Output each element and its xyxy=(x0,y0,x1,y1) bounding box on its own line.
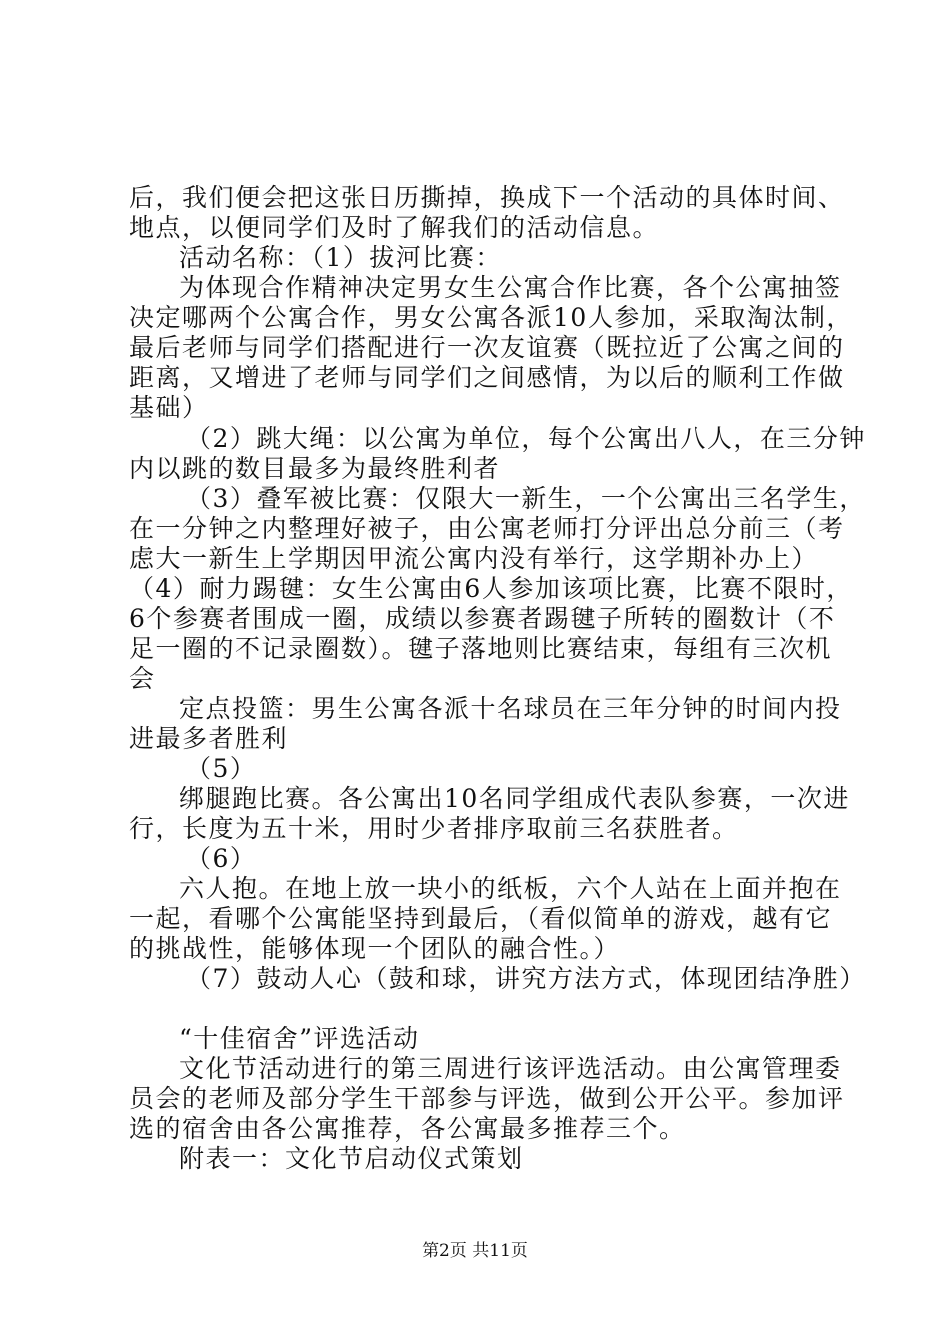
text-line: 进最多者胜利 xyxy=(129,724,289,753)
text-line: （3）叠军被比赛：仅限大一新生，一个公寓出三名学生， xyxy=(186,484,866,513)
text-line: 员会的老师及部分学生干部参与评选，做到公开公平。参加评 xyxy=(129,1084,845,1113)
text-line: 文化节活动进行的第三周进行该评选活动。由公寓管理委 xyxy=(179,1054,842,1083)
text-line: 一起，看哪个公寓能坚持到最后，（看似简单的游戏，越有它 xyxy=(129,904,833,933)
text-line: （2）跳大绳：以公寓为单位，每个公寓出八人，在三分钟 xyxy=(186,424,866,453)
text-line: 定点投篮：男生公寓各派十名球员在三年分钟的时间内投 xyxy=(179,694,842,723)
text-line: 后，我们便会把这张日历撕掉，换成下一个活动的具体时间、 xyxy=(129,183,845,212)
section-heading-dorm: “十佳宿舍”评选活动 xyxy=(179,1024,420,1053)
text-line: 会 xyxy=(129,664,156,693)
appendix-title: 附表一：文化节启动仪式策划 xyxy=(179,1144,524,1173)
text-line: 六人抱。在地上放一块小的纸板，六个人站在上面并抱在 xyxy=(179,874,842,903)
text-line: （6） xyxy=(186,844,257,873)
text-line: 地点，以便同学们及时了解我们的活动信息。 xyxy=(129,213,660,242)
text-line: （7）鼓动人心（鼓和球，讲究方法方式，体现团结净胜） xyxy=(186,964,866,993)
text-line: 基础） xyxy=(129,393,209,422)
text-line: 选的宿舍由各公寓推荐，各公寓最多推荐三个。 xyxy=(129,1114,686,1143)
text-line: 6个参赛者围成一圈，成绩以参赛者踢毽子所转的圈数计（不 xyxy=(129,604,836,633)
text-line: 距离，又增进了老师与同学们之间感情，为以后的顺利工作做 xyxy=(129,363,845,392)
text-line: 的挑战性，能够体现一个团队的融合性。） xyxy=(129,934,621,963)
text-line: （4）耐力踢毽：女生公寓由6人参加该项比赛，比赛不限时， xyxy=(129,574,853,603)
text-line: （5） xyxy=(186,754,257,783)
text-line: 内以跳的数目最多为最终胜利者 xyxy=(129,454,501,483)
text-line: 决定哪两个公寓合作，男女公寓各派10人参加，采取淘汰制， xyxy=(129,303,853,332)
text-line: 行，长度为五十米，用时少者排序取前三名获胜者。 xyxy=(129,814,739,843)
text-line: 绑腿跑比赛。各公寓出10名同学组成代表队参赛，一次进 xyxy=(179,784,850,813)
section-heading-activity: 活动名称：（1）拔河比赛： xyxy=(179,243,502,272)
text-line: 在一分钟之内整理好被子，由公寓老师打分评出总分前三（考 xyxy=(129,514,845,543)
page-footer: 第2页 共11页 xyxy=(422,1241,528,1261)
text-line: 最后老师与同学们搭配进行一次友谊赛（既拉近了公寓之间的 xyxy=(129,333,845,362)
text-line: 虑大一新生上学期因甲流公寓内没有举行，这学期补办上） xyxy=(129,544,819,573)
text-line: 足一圈的不记录圈数）。毽子落地则比赛结束，每组有三次机 xyxy=(129,634,833,663)
text-line: 为体现合作精神决定男女生公寓合作比赛，各个公寓抽签 xyxy=(179,273,842,302)
